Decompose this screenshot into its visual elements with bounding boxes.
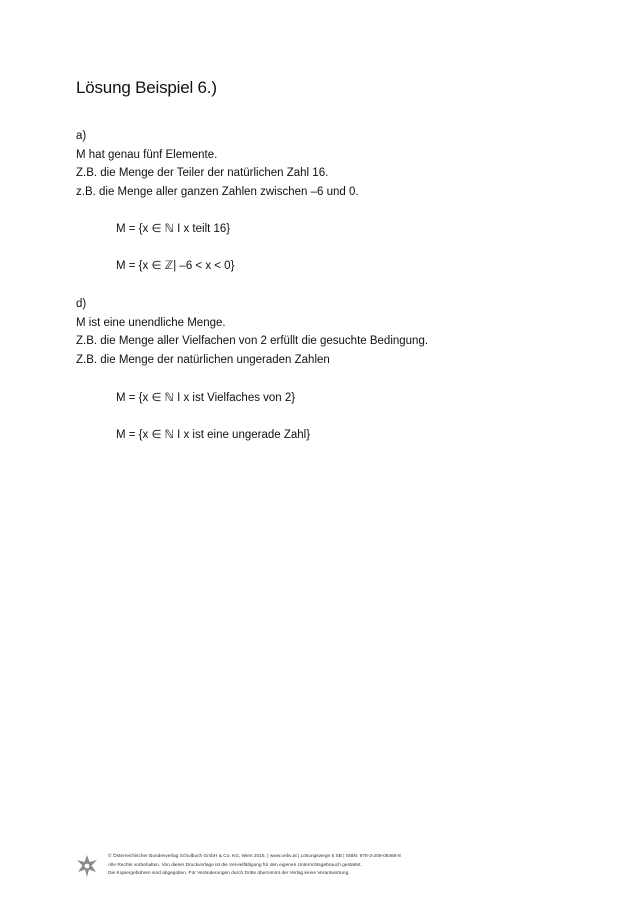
part-d-formula-1: M = {x ∈ ℕ I x ist Vielfaches von 2} xyxy=(116,392,296,404)
footer-line-1: © Österreichischer Bundesverlag Schulbuch GmbH & Co. KG, Wien 2015. | www.oebv.at | Lösungswege 5 SB | ISBN: 978-3-209-08466-8 xyxy=(108,854,401,859)
part-a-formula-2: M = {x ∈ ℤ| –6 < x < 0} xyxy=(116,260,235,272)
part-a-line-1: M hat genau fünf Elemente. xyxy=(76,148,218,161)
part-d-line-3: Z.B. die Menge der natürlichen ungeraden Zahlen xyxy=(76,353,330,366)
part-d-text xyxy=(76,295,428,369)
page-footer xyxy=(76,852,576,882)
part-d-line-1: M ist eine unendliche Menge. xyxy=(76,316,226,329)
publisher-logo-icon xyxy=(76,854,98,878)
footer-text xyxy=(108,853,401,879)
footer-line-3: Die Kopiergebühren sind abgegolten. Für Veränderungen durch Dritte übernimmt der Verlag keine Verantwortung. xyxy=(108,871,350,876)
part-d-formula-2: M = {x ∈ ℕ I x ist eine ungerade Zahl} xyxy=(116,429,311,441)
part-a-formula-1: M = {x ∈ ℕ I x teilt 16} xyxy=(116,223,231,235)
part-d-line-2: Z.B. die Menge aller Vielfachen von 2 erfüllt die gesuchte Bedingung. xyxy=(76,335,429,347)
footer-line-2: Alle Rechte vorbehalten. Von dieser Druckvorlage ist die Vervielfältigung für den eigenen Unterrichtsgebrauch gestattet. xyxy=(108,862,362,868)
part-a-text xyxy=(76,127,359,201)
part-a-line-3: z.B. die Menge aller ganzen Zahlen zwischen –6 und 0. xyxy=(76,185,359,198)
part-a-line-2: Z.B. die Menge der Teiler der natürlichen Zahl 16. xyxy=(76,167,329,179)
page-title: Lösung Beispiel 6.) xyxy=(76,78,217,97)
part-a-label: a) xyxy=(76,130,87,142)
part-d-label: d) xyxy=(76,298,87,310)
